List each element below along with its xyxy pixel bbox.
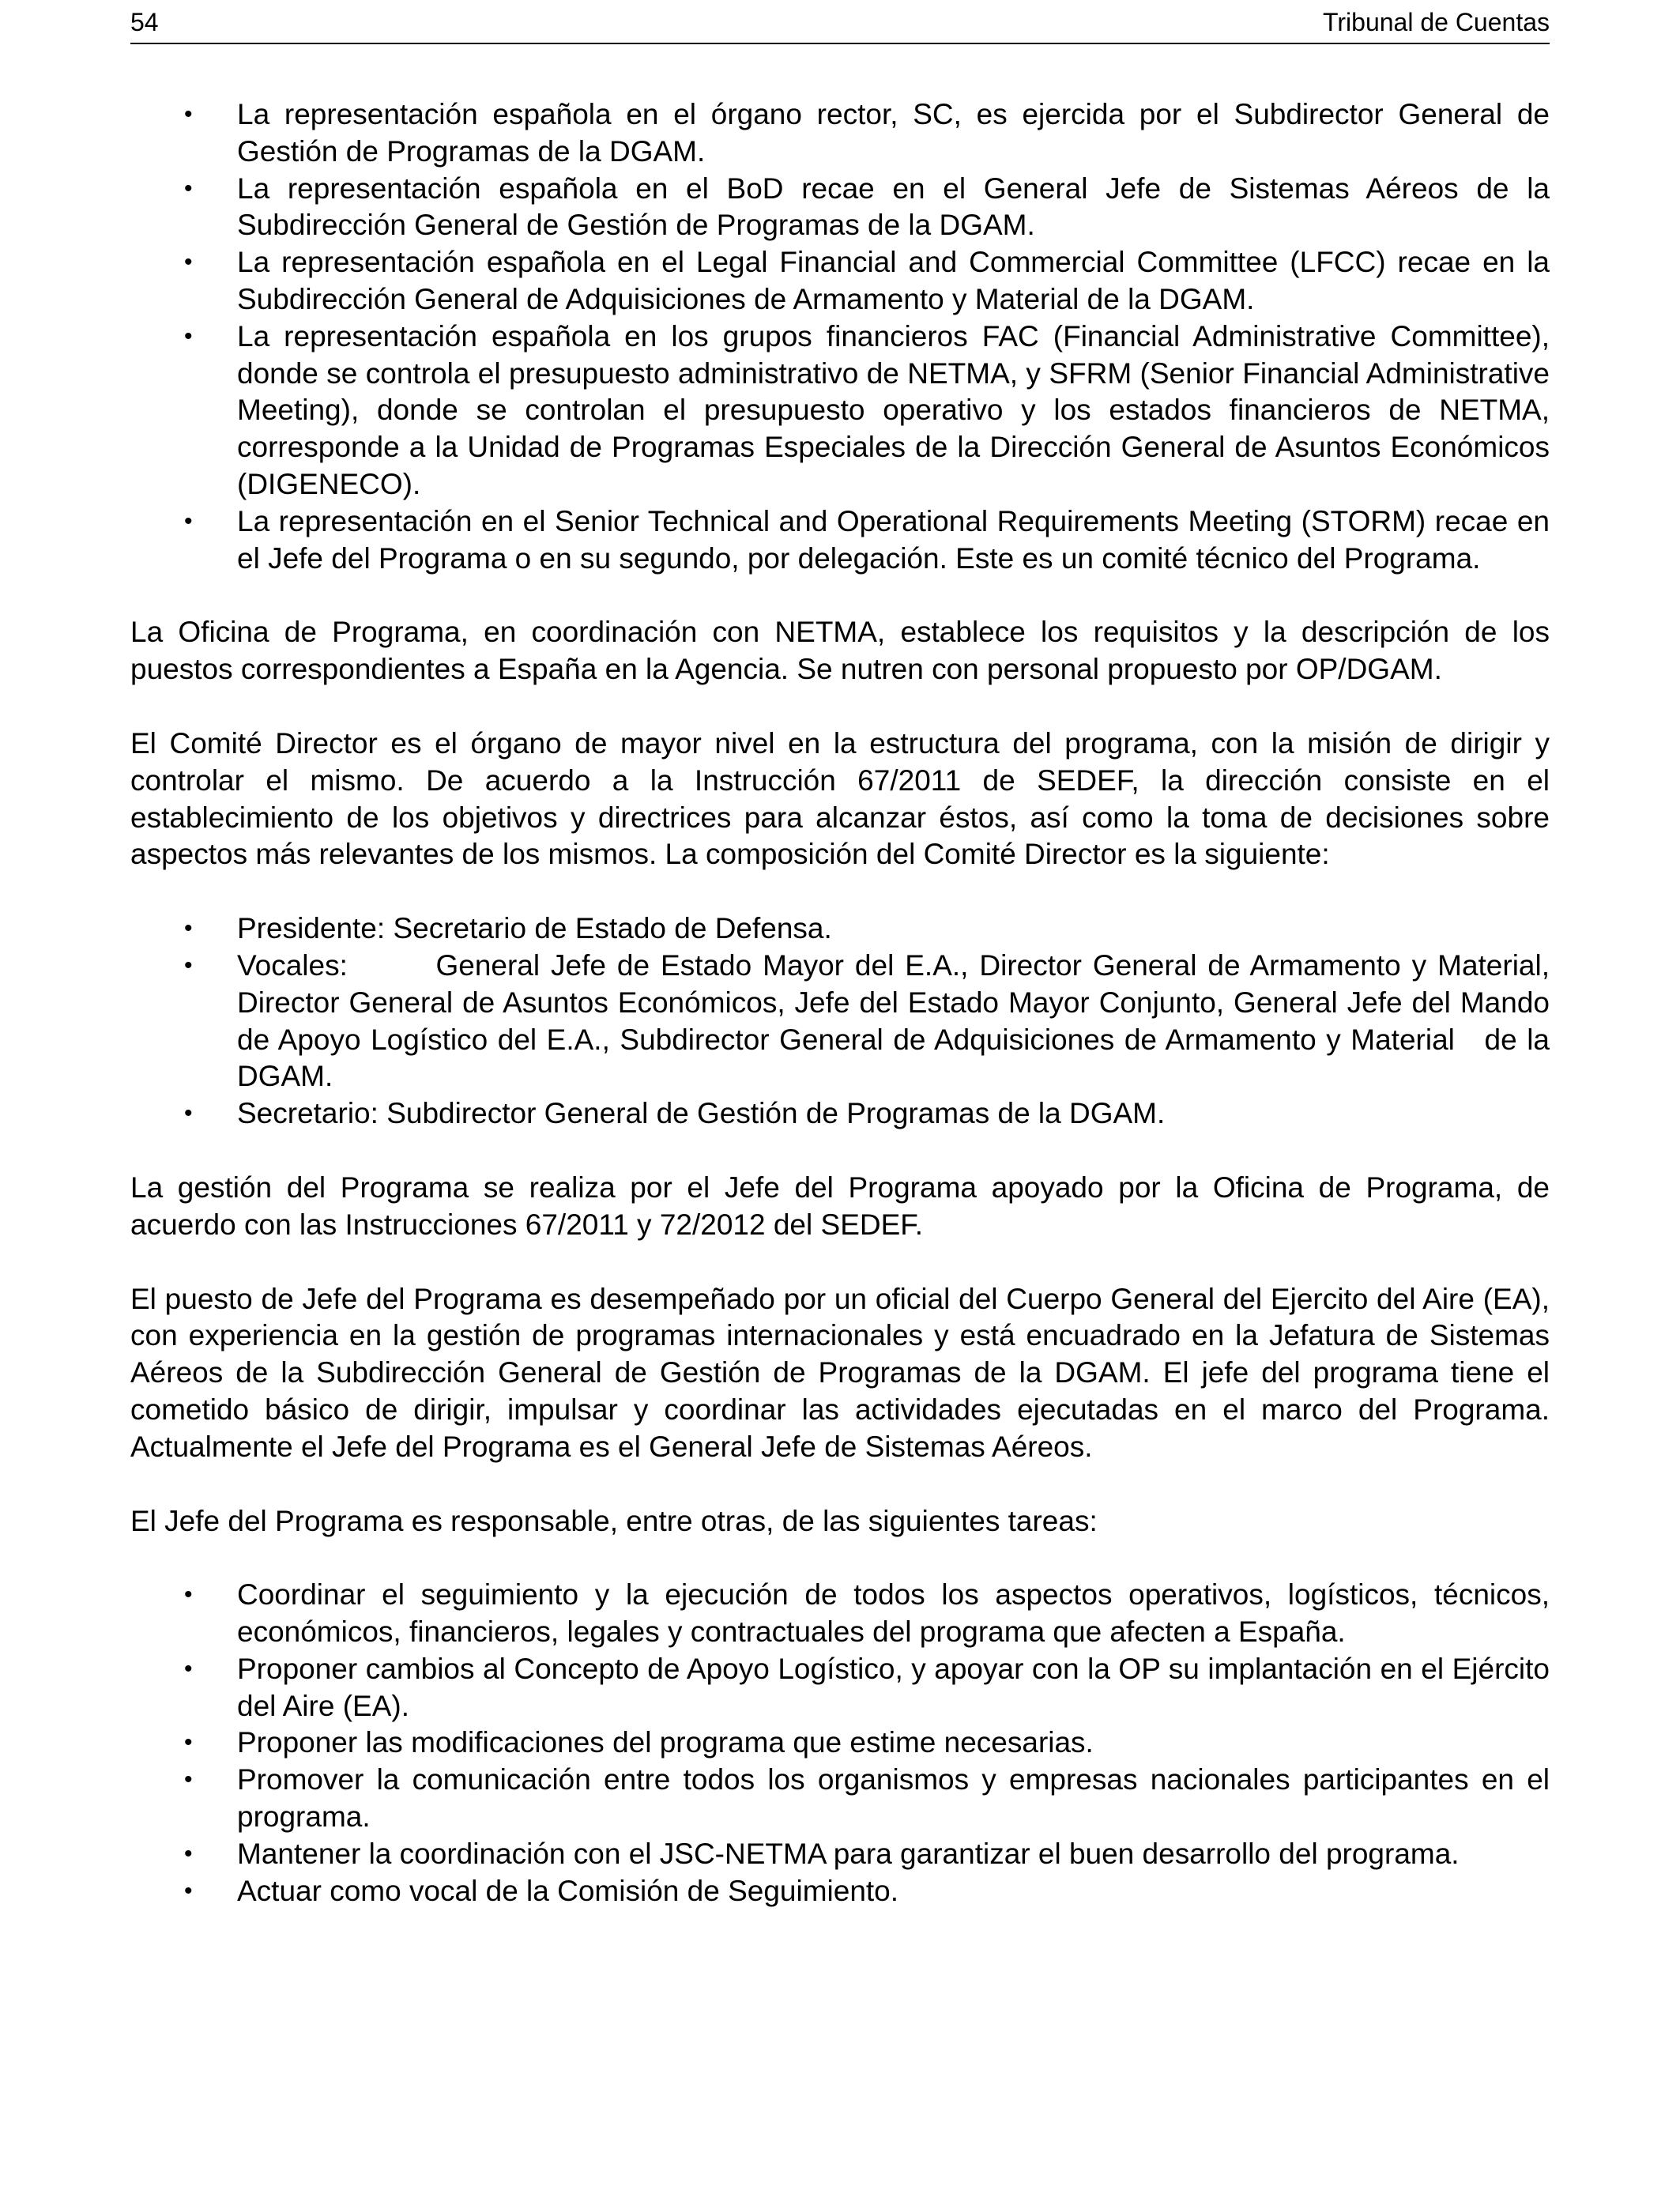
bullet-icon: • — [184, 1729, 193, 1756]
paragraph-responsabilidades: El Jefe del Programa es responsable, entre otras, de las siguientes tareas: — [130, 1504, 1098, 1537]
list-item-text: Proponer cambios al Concepto de Apoyo Logístico, y apoyar con la OP su implantación en el Ejército del Aire (EA). — [237, 1652, 1550, 1722]
bullet-icon: • — [184, 507, 193, 534]
list-item — [130, 948, 1558, 1095]
list-item-text: Mantener la coordinación con el JSC-NETMA para garantizar el buen desarrollo del programa. — [237, 1837, 1460, 1870]
list-item-text: Coordinar el seguimiento y la ejecución de todos los aspectos operativos, logísticos, técnicos, económicos, financieros, legales y contractuales del programa que afecten a España. — [237, 1578, 1550, 1649]
list-item — [130, 1577, 1550, 1651]
bullet-icon: • — [184, 1840, 193, 1867]
paragraph-oficina: La Oficina de Programa, en coordinación con NETMA, establece los requisitos y la descripción de los puestos correspondientes a España en la Agencia. Se nutren con personal propuesto por OP/DGAM. — [130, 616, 1550, 686]
paragraph-jefe-puesto: El puesto de Jefe del Programa es desempeñado por un oficial del Cuerpo General del Ejercito del Aire (EA), con experiencia en la gestión de programas internacionales y está encuadrado en la Jefatura de Sistemas Aéreos de la Subdirección General de Gestión de Programas de la DGAM. El jefe del programa tiene el cometido básico de dirigir, impulsar y coordinar las actividades ejecutadas en el marco del Programa. Actualmente el Jefe del Programa es el General Jefe de Sistemas Aéreos. — [130, 1282, 1550, 1463]
list-item-text: Secretario: Subdirector General de Gestión de Programas de la DGAM. — [237, 1097, 1166, 1130]
list-item — [130, 1836, 1550, 1873]
list-item-text: Vocales: General Jefe de Estado Mayor del E.A., Director General de Armamento y Material, Director General de Asuntos Económicos, Jefe del Estado Mayor Conjunto, General Jefe del Mando de Apoyo Logístico del E.A., Subdirector General de Adquisiciones de Armamento y Material de la DGAM. — [237, 948, 1558, 1093]
bullet-icon: • — [184, 1877, 193, 1904]
bullet-icon: • — [184, 175, 193, 202]
committee-list — [130, 910, 1558, 1133]
list-item-text: La representación española en el BoD recae en el General Jefe de Sistemas Aéreos de la Subdirección General de Gestión de Programas de la DGAM. — [237, 172, 1550, 242]
document-page — [130, 0, 1558, 1909]
list-item-text: Actuar como vocal de la Comisión de Seguimiento. — [237, 1874, 899, 1907]
list-item-text: La representación española en el órgano rector, SC, es ejercida por el Subdirector General de Gestión de Programas de la DGAM. — [237, 98, 1550, 168]
list-item — [130, 1762, 1550, 1836]
bullet-icon: • — [184, 101, 193, 127]
page-number: 54 — [130, 8, 159, 36]
list-item — [130, 319, 1550, 503]
list-item — [130, 910, 1550, 948]
header-title: Tribunal de Cuentas — [1323, 8, 1550, 36]
list-item — [130, 244, 1550, 319]
list-item-text: Proponer las modificaciones del programa que estime necesarias. — [237, 1726, 1094, 1759]
list-item — [130, 1651, 1550, 1725]
paragraph-gestion: La gestión del Programa se realiza por el Jefe del Programa apoyado por la Oficina de Programa, de acuerdo con las Instrucciones 67/2011 y 72/2012 del SEDEF. — [130, 1171, 1550, 1241]
bullet-icon: • — [184, 1581, 193, 1608]
bullet-icon: • — [184, 322, 193, 349]
list-item — [130, 171, 1550, 245]
bullet-icon: • — [184, 1766, 193, 1793]
list-item-text: Promover la comunicación entre todos los organismos y empresas nacionales participantes en el programa. — [237, 1763, 1550, 1834]
list-item-text: Presidente: Secretario de Estado de Defensa. — [237, 912, 832, 945]
list-item — [130, 503, 1550, 578]
paragraph-comite-director: El Comité Director es el órgano de mayor nivel en la estructura del programa, con la misión de dirigir y controlar el mismo. De acuerdo a la Instrucción 67/2011 de SEDEF, la dirección consiste en el establecimiento de los objetivos y directrices para alcanzar éstos, así como la toma de decisiones sobre aspectos más relevantes de los mismos. La composición del Comité Director es la siguiente: — [130, 726, 1550, 871]
bullet-icon: • — [184, 952, 193, 978]
list-item — [130, 96, 1550, 171]
list-item — [130, 1095, 1550, 1133]
list-item — [130, 1873, 1550, 1910]
page-header — [130, 3, 1550, 44]
bullet-icon: • — [184, 249, 193, 276]
tasks-list — [130, 1577, 1550, 1909]
bullet-icon: • — [184, 915, 193, 942]
list-item — [130, 1725, 1550, 1762]
list-item-text: La representación española en el Legal Financial and Commercial Committee (LFCC) recae en la Subdirección General de Adquisiciones de Armamento y Material de la DGAM. — [237, 246, 1550, 315]
bullet-icon: • — [184, 1100, 193, 1127]
list-item-text: La representación española en los grupos financieros FAC (Financial Administrative Committee), donde se controla el presupuesto administrativo de NETMA, y SFRM (Senior Financial Administrative Meeting), donde se controlan el presupuesto operativo y los estados financieros de NETMA, corresponde a la Unidad de Programas Especiales de la Dirección General de Asuntos Económicos (DIGENECO). — [237, 319, 1550, 500]
bullet-icon: • — [184, 1655, 193, 1682]
list-item-text: La representación en el Senior Technical and Operational Requirements Meeting (STORM) recae en el Jefe del Programa o en su segundo, por delegación. Este es un comité técnico del Programa. — [237, 504, 1550, 575]
document-body — [130, 44, 1558, 1909]
representation-list — [130, 96, 1550, 577]
